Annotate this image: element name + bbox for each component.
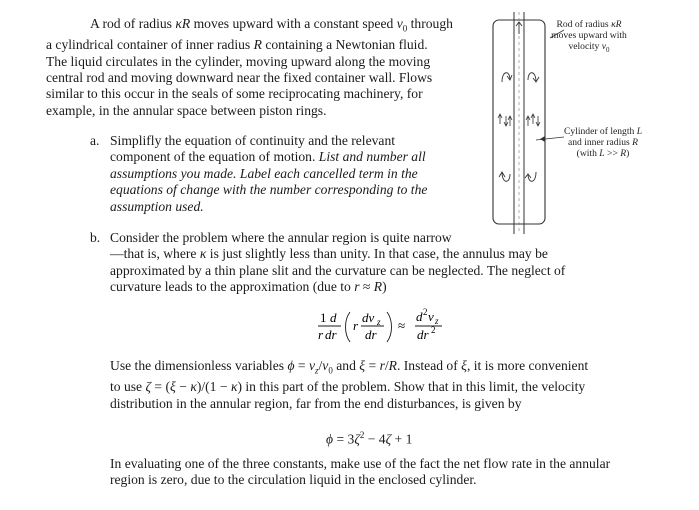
part-b-line-1: Consider the problem where the annular region is quite narrow (110, 230, 452, 245)
part-b-marker: b. (90, 230, 101, 245)
cylinder-label-line-3: (with L >> R) (576, 148, 630, 159)
part-b-p2-line-1: Use the dimensionless variables $\phi = v_z/v_0$ and ξ = r/R. Instead of ξ, it is more convenient (110, 358, 589, 376)
intro-line-4: central rod and moving downward near the fixed container wall. Flows (46, 69, 433, 85)
cylinder-label (557, 126, 649, 159)
part-b-paragraph-2 (110, 358, 670, 412)
rod-label (544, 19, 634, 56)
intro-line-6: example, in the annular space between piston rings. (46, 102, 327, 118)
svg-text:dr: dr (365, 327, 377, 342)
part-b-line-3: approximated by a thin plane slit and the curvature can be neglected. The neglect of (110, 262, 566, 278)
cylinder-label-line-1: Cylinder of length L (563, 126, 643, 137)
svg-text:d: d (416, 309, 423, 324)
part-a-line-2: component of the equation of motion. List and number all (110, 149, 426, 165)
part-a-line-3: assumptions you made. Label each cancelled term in the (110, 165, 418, 181)
part-a-line-4: equations of change with the number corresponding to the (110, 182, 428, 198)
svg-text:r: r (318, 327, 324, 342)
part-a-line-1: Simplifly the equation of continuity and the relevant (110, 133, 396, 148)
part-b-paragraph-3 (110, 456, 670, 489)
equation-velocity-profile: $\phi = 3\zeta^2 - 4\zeta + 1$ (326, 430, 413, 447)
intro-line-1: A rod of radius κR moves upward with a constant speed $v_0$ through (90, 16, 453, 34)
svg-text:z: z (377, 317, 381, 327)
rod-label-line-3: velocity $v_0$ (568, 41, 610, 54)
equation-1-svg (314, 306, 474, 348)
rod-up-arrow (516, 22, 522, 34)
intro-line-5: similar to this occur in the seals of some reciprocating machinery, for (46, 86, 423, 102)
cylinder-label-line-2: and inner radius R (567, 137, 639, 148)
part-b-p3-line-2: region is zero, due to the circulation liquid in the enclosed cylinder. (110, 472, 477, 488)
svg-text:v: v (428, 309, 434, 324)
part-b-p2-line-2: to use ζ = (ξ − κ)/(1 − κ) in this part of the problem. Show that in this limit, the velocity (110, 379, 586, 395)
svg-text:dv: dv (362, 310, 375, 325)
svg-text:≈: ≈ (398, 318, 406, 333)
part-b-p2-line-3: distribution in the annular region, far from the end disturbances, is given by (110, 395, 522, 411)
intro-line-2: a cylindrical container of inner radius R containing a Newtonian fluid. (46, 37, 428, 53)
svg-text:2: 2 (431, 325, 436, 335)
rod-label-line-1: Rod of radius κR (556, 19, 622, 30)
circulation-top-left (502, 73, 510, 82)
part-b-line-4: curvature leads to the approximation (due to r ≈ R) (110, 279, 387, 295)
svg-text:dr: dr (417, 327, 429, 342)
svg-text:dr: dr (325, 327, 337, 342)
circulation-bottom-right (528, 172, 536, 181)
svg-text:z: z (435, 316, 439, 326)
part-b-intro (110, 230, 650, 296)
svg-text:d: d (330, 310, 337, 325)
intro-paragraph (46, 16, 478, 119)
part-a-marker: a. (90, 133, 100, 148)
part-b-p3-line-1: In evaluating one of the three constants, make use of the fact the net flow rate in the annular (110, 456, 611, 471)
intro-line-3: The liquid circulates in the cylinder, moving upward along the moving (46, 53, 431, 69)
svg-text:2: 2 (423, 307, 428, 317)
svg-text:r: r (353, 318, 359, 333)
rod-label-line-2: moves upward with (551, 30, 627, 41)
part-a-line-5: assumption used. (110, 198, 204, 214)
part-b-line-2: —that is, where κ is just slightly less than unity. In that case, the annulus may be (110, 246, 548, 262)
svg-text:1: 1 (320, 310, 327, 325)
equation-curvature-approx (314, 306, 474, 348)
part-a-text (110, 133, 490, 215)
